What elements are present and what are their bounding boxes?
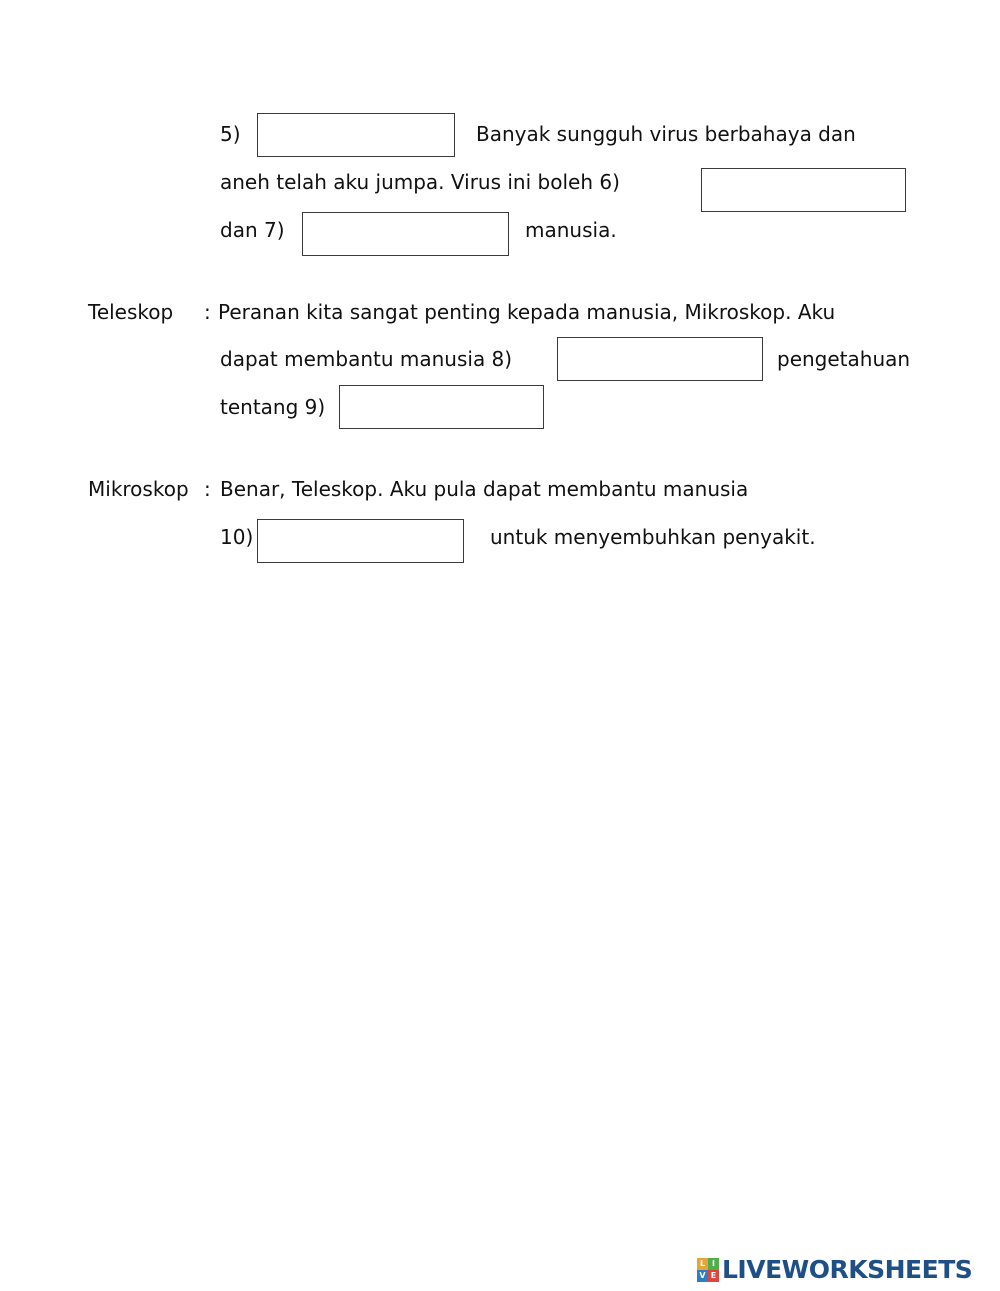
section1-line1-text: Banyak sungguh virus berbahaya dan bbox=[476, 122, 856, 146]
section3-line1-text: Benar, Teleskop. Aku pula dapat membantu manusia bbox=[220, 477, 749, 501]
logo-mark-icon: L I V E bbox=[697, 1258, 719, 1282]
section3-line2-end: untuk menyembuhkan penyakit. bbox=[490, 525, 816, 549]
speaker-teleskop: Teleskop bbox=[88, 300, 174, 324]
answer-input-6[interactable] bbox=[701, 168, 906, 212]
section2-line2-start: dapat membantu manusia 8) bbox=[220, 347, 513, 371]
section1-line2-text: aneh telah aku jumpa. Virus ini boleh 6) bbox=[220, 170, 620, 194]
speaker-colon: : bbox=[204, 477, 211, 501]
answer-input-5[interactable] bbox=[257, 113, 455, 157]
answer-input-8[interactable] bbox=[557, 337, 763, 381]
section1-line3-start: dan 7) bbox=[220, 218, 285, 242]
answer-input-10[interactable] bbox=[257, 519, 464, 563]
liveworksheets-logo bbox=[697, 1256, 972, 1284]
speaker-mikroskop: Mikroskop bbox=[88, 477, 189, 501]
section2-line3-start: tentang 9) bbox=[220, 395, 326, 419]
item-number-5: 5) bbox=[220, 122, 241, 146]
section2-line1-text: Peranan kita sangat penting kepada manusia, Mikroskop. Aku bbox=[218, 300, 836, 324]
answer-input-9[interactable] bbox=[339, 385, 544, 429]
logo-text: LIVEWORKSHEETS bbox=[722, 1255, 973, 1284]
section1-line3-end: manusia. bbox=[525, 218, 617, 242]
speaker-colon: : bbox=[204, 300, 211, 324]
item-number-10: 10) bbox=[220, 525, 254, 549]
answer-input-7[interactable] bbox=[302, 212, 509, 256]
section2-line2-end: pengetahuan bbox=[777, 347, 911, 371]
